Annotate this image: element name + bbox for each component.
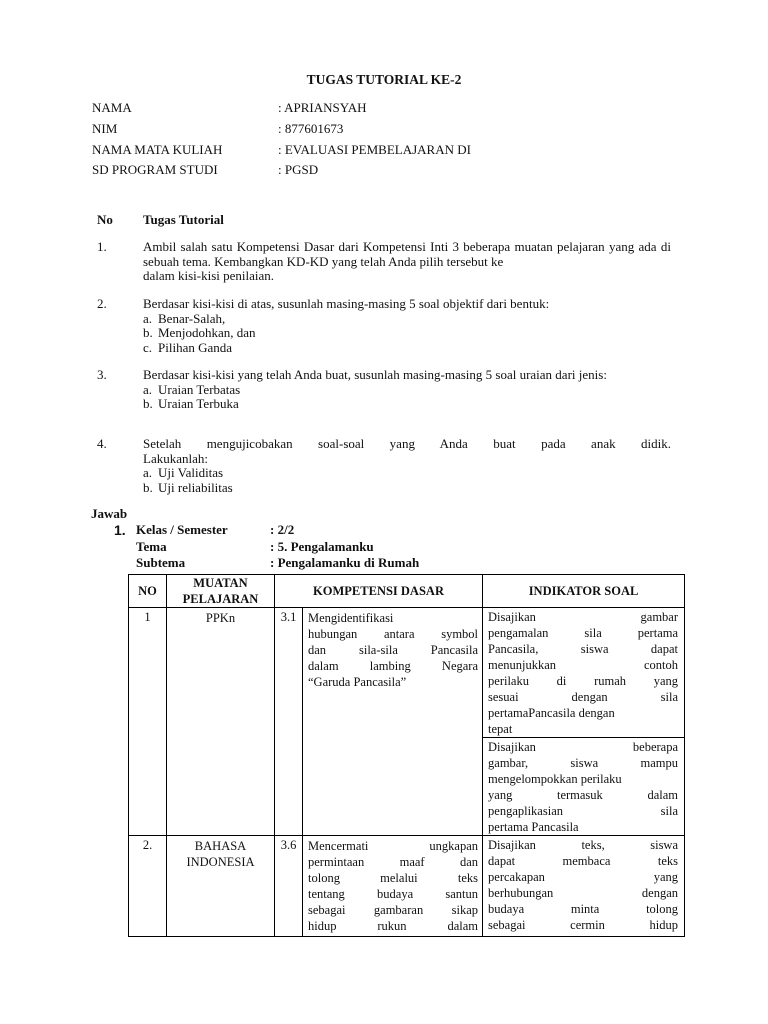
task-text: Berdasar kisi-kisi yang telah Anda buat, susunlah masing-masing 5 soal uraian dari jenis:: [143, 367, 607, 382]
identity-label: NAMA: [92, 100, 132, 115]
row-kd-number: 3.6: [275, 836, 303, 937]
row-muatan: PPKn: [167, 608, 275, 836]
row-muatan: BAHASA INDONESIA: [167, 836, 275, 937]
row-indikator: Disajikan beberapa gambar, siswa mampu mengelompokkan perilaku yang termasuk dalam pengaplikasian sila pertama Pancasila: [483, 738, 685, 836]
task-option: b. Menjodohkan, dan: [143, 325, 256, 340]
identity-value: : 877601673: [278, 121, 344, 136]
row-indikator: Disajikan gambar pengamalan sila pertama Pancasila, siswa dapat menunjukkan contoh perilaku di rumah yang sesuai dengan sila pertamaPancasila dengan tepat: [483, 608, 685, 738]
task-option: a. Benar-Salah,: [143, 310, 226, 326]
task-option: b. Uraian Terbuka: [143, 396, 239, 411]
kisi-kisi-table: [128, 574, 685, 937]
task-number: 4.: [97, 436, 107, 451]
identity-row-program-studi: [92, 161, 692, 179]
answer-number: 1.: [114, 522, 126, 538]
identity-label: SD PROGRAM STUDI: [92, 162, 218, 177]
identity-row-nama: [92, 99, 692, 117]
info-value: : 5. Pengalamanku: [270, 539, 374, 554]
task-number: 3.: [97, 367, 107, 382]
table-row: [129, 608, 685, 738]
task-option: a. Uji Validitas: [143, 465, 224, 480]
task-number: 1.: [97, 239, 107, 254]
task-text: Ambil salah satu Kompetensi Dasar dari Kompetensi Inti 3 beberapa muatan pelajaran yang ada di sebuah tema. Kembangkan KD-KD yang telah Anda pilih tersebut ke: [143, 239, 671, 269]
identity-label: NAMA MATA KULIAH: [92, 142, 223, 157]
info-row-subtema: [136, 555, 636, 571]
row-kd-text: Mengidentifikasi hubungan antara symbol dan sila-sila Pancasila dalam lambing Negara “Garuda Pancasila”: [303, 608, 483, 836]
document-title: TUGAS TUTORIAL KE-2: [306, 72, 462, 87]
table-row: [129, 836, 685, 937]
row-no: 1: [129, 608, 167, 836]
task-option: c. Pilihan Ganda: [143, 339, 233, 355]
header-no: NO: [129, 575, 167, 608]
task-number: 2.: [97, 296, 107, 311]
identity-value: : EVALUASI PEMBELAJARAN DI: [278, 142, 471, 157]
info-value: : Pengalamanku di Rumah: [270, 555, 420, 570]
header-kompetensi-dasar: KOMPETENSI DASAR: [275, 575, 483, 608]
answer-heading: Jawab: [91, 506, 128, 521]
table-header-row: [129, 575, 685, 608]
info-row-kelas: [136, 522, 636, 538]
task-option: a. Uraian Terbatas: [143, 381, 241, 397]
info-row-tema: [136, 539, 636, 555]
task-text: dalam kisi-kisi penilaian.: [143, 268, 275, 283]
row-kd-number: 3.1: [275, 608, 303, 836]
info-label: Subtema: [136, 555, 186, 570]
info-label: Kelas / Semester: [136, 522, 228, 537]
identity-row-mata-kuliah: [92, 141, 692, 159]
task-column-tugas: Tugas Tutorial: [143, 212, 224, 227]
task-text: Berdasar kisi-kisi di atas, susunlah masing-masing 5 soal objektif dari bentuk:: [143, 296, 550, 311]
row-no: 2.: [129, 836, 167, 937]
identity-value: : PGSD: [278, 162, 319, 177]
identity-label: NIM: [92, 121, 118, 136]
header-muatan: MUATAN PELAJARAN: [167, 575, 275, 608]
task-column-no: No: [97, 212, 113, 227]
row-kd-text: Mencermati ungkapan permintaan maaf dan tolong melalui teks tentang budaya santun sebagai gambaran sikap hidup rukun dalam: [303, 836, 483, 937]
task-text: Setelah mengujicobakan soal-soal yang Anda buat pada anak didik.: [143, 436, 671, 451]
info-label: Tema: [136, 539, 167, 554]
row-indikator: Disajikan teks, siswa dapat membaca teks percakapan yang berhubungan dengan budaya minta tolong sebagai cermin hidup: [483, 836, 685, 937]
identity-value: : APRIANSYAH: [278, 100, 367, 115]
info-value: : 2/2: [270, 522, 295, 537]
header-indikator: INDIKATOR SOAL: [483, 575, 685, 608]
identity-row-nim: [92, 120, 692, 138]
task-option: b. Uji reliabilitas: [143, 479, 233, 495]
task-text: Lakukanlah:: [143, 450, 208, 466]
